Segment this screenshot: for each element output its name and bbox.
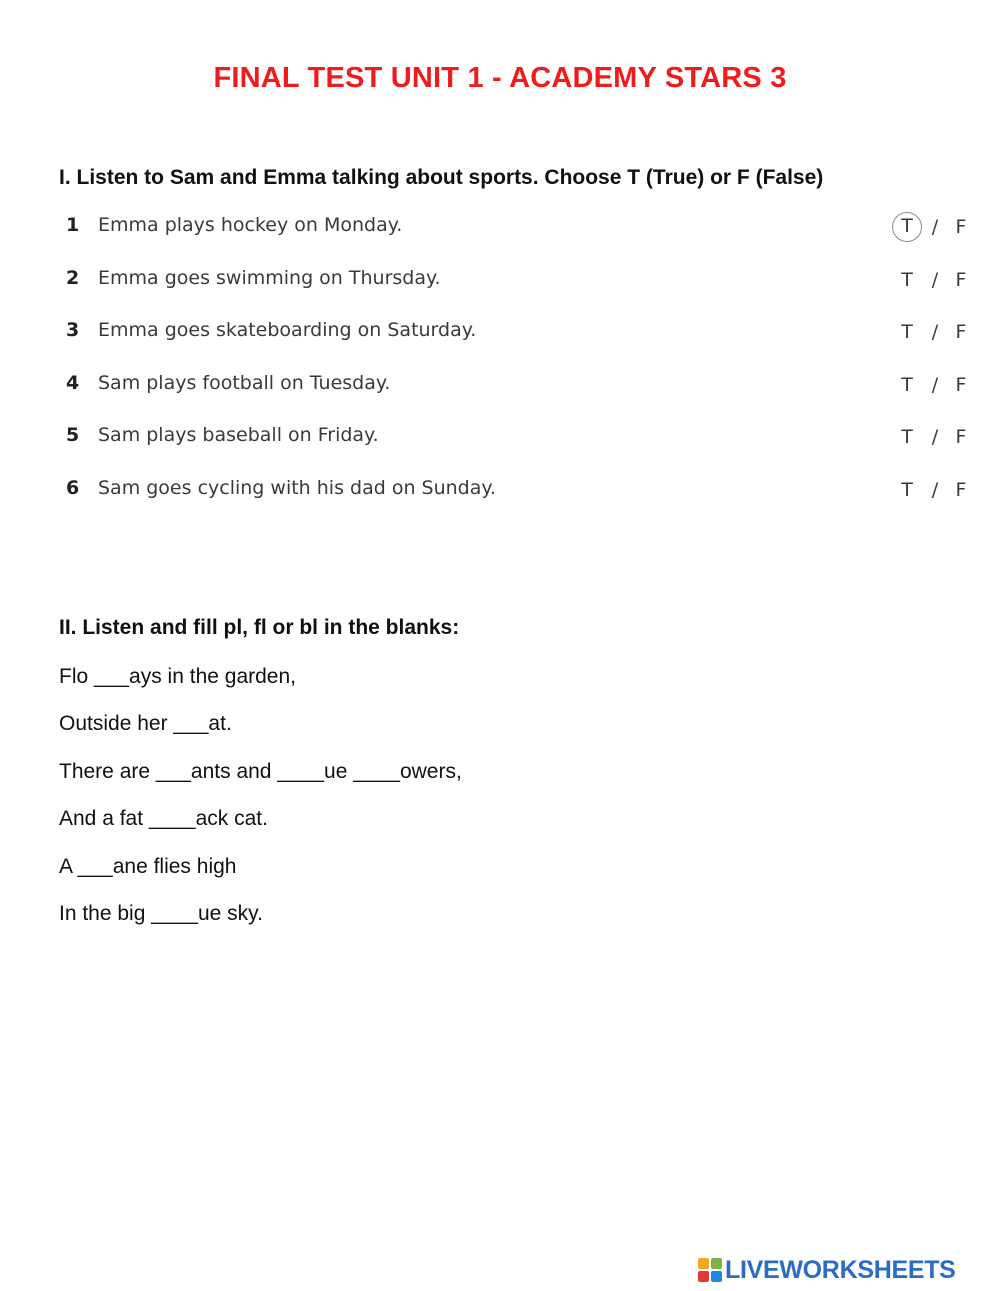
tf-item-1 bbox=[66, 210, 976, 263]
section2-heading: II. Listen and fill pl, fl or bl in the blanks: bbox=[59, 616, 460, 639]
true-option[interactable]: T bbox=[901, 426, 913, 449]
logo-square bbox=[698, 1271, 709, 1282]
false-option[interactable]: F bbox=[955, 373, 967, 396]
separator: / bbox=[931, 268, 939, 291]
true-option[interactable]: T bbox=[892, 212, 922, 242]
tf-item-4 bbox=[66, 368, 976, 421]
item-number: 3 bbox=[66, 319, 80, 342]
item-number: 5 bbox=[66, 424, 80, 447]
true-false-list bbox=[66, 210, 976, 526]
fill-in-poem bbox=[59, 660, 462, 944]
logo-square bbox=[711, 1258, 722, 1269]
true-option[interactable]: T bbox=[901, 268, 913, 291]
statement-text: Sam goes cycling with his dad on Sunday. bbox=[98, 476, 496, 499]
tf-choice-group bbox=[892, 317, 976, 347]
poem-line: Flo ___ays in the garden, bbox=[59, 665, 296, 688]
item-number: 4 bbox=[66, 371, 80, 394]
tf-item-5 bbox=[66, 420, 976, 473]
tf-item-3 bbox=[66, 315, 976, 368]
logo-square bbox=[711, 1271, 722, 1282]
liveworksheets-logo[interactable] bbox=[698, 1255, 956, 1285]
poem-line: In the big ____ue sky. bbox=[59, 901, 263, 925]
tf-choice-group bbox=[892, 422, 976, 452]
separator: / bbox=[931, 216, 939, 238]
item-number: 6 bbox=[66, 476, 80, 499]
tf-item-6 bbox=[66, 473, 976, 526]
tf-choice-group bbox=[892, 265, 976, 295]
statement-text: Emma goes skateboarding on Saturday. bbox=[98, 319, 477, 342]
tf-item-2 bbox=[66, 263, 976, 316]
statement-text: Emma goes swimming on Thursday. bbox=[98, 266, 441, 289]
poem-line: And a fat ____ack cat. bbox=[59, 807, 268, 831]
false-option[interactable]: F bbox=[955, 216, 967, 238]
section1-heading: I. Listen to Sam and Emma talking about sports. Choose T (True) or F (False) bbox=[59, 166, 824, 189]
page-title: FINAL TEST UNIT 1 - ACADEMY STARS 3 bbox=[213, 62, 787, 94]
separator: / bbox=[931, 373, 939, 396]
separator: / bbox=[931, 478, 939, 501]
item-number: 2 bbox=[66, 266, 80, 289]
statement-text: Emma plays hockey on Monday. bbox=[98, 214, 403, 236]
separator: / bbox=[931, 321, 939, 344]
logo-square bbox=[698, 1258, 709, 1269]
false-option[interactable]: F bbox=[955, 321, 967, 344]
logo-text: LIVEWORKSHEETS bbox=[725, 1255, 956, 1284]
liveworksheets-logo-icon bbox=[698, 1258, 722, 1282]
tf-choice-group bbox=[892, 212, 976, 242]
true-option[interactable]: T bbox=[901, 478, 913, 501]
poem-line: A ___ane flies high bbox=[59, 854, 237, 878]
statement-text: Sam plays football on Tuesday. bbox=[98, 371, 391, 394]
poem-line: Outside her ___at. bbox=[59, 712, 232, 736]
false-option[interactable]: F bbox=[955, 268, 967, 291]
true-option[interactable]: T bbox=[901, 373, 913, 396]
false-option[interactable]: F bbox=[955, 478, 967, 501]
tf-choice-group bbox=[892, 475, 976, 505]
true-option[interactable]: T bbox=[901, 321, 913, 344]
item-number: 1 bbox=[66, 214, 80, 236]
separator: / bbox=[931, 426, 939, 449]
false-option[interactable]: F bbox=[955, 426, 967, 449]
poem-line: There are ___ants and ____ue ____owers, bbox=[59, 759, 462, 783]
tf-choice-group bbox=[892, 370, 976, 400]
statement-text: Sam plays baseball on Friday. bbox=[98, 424, 379, 447]
